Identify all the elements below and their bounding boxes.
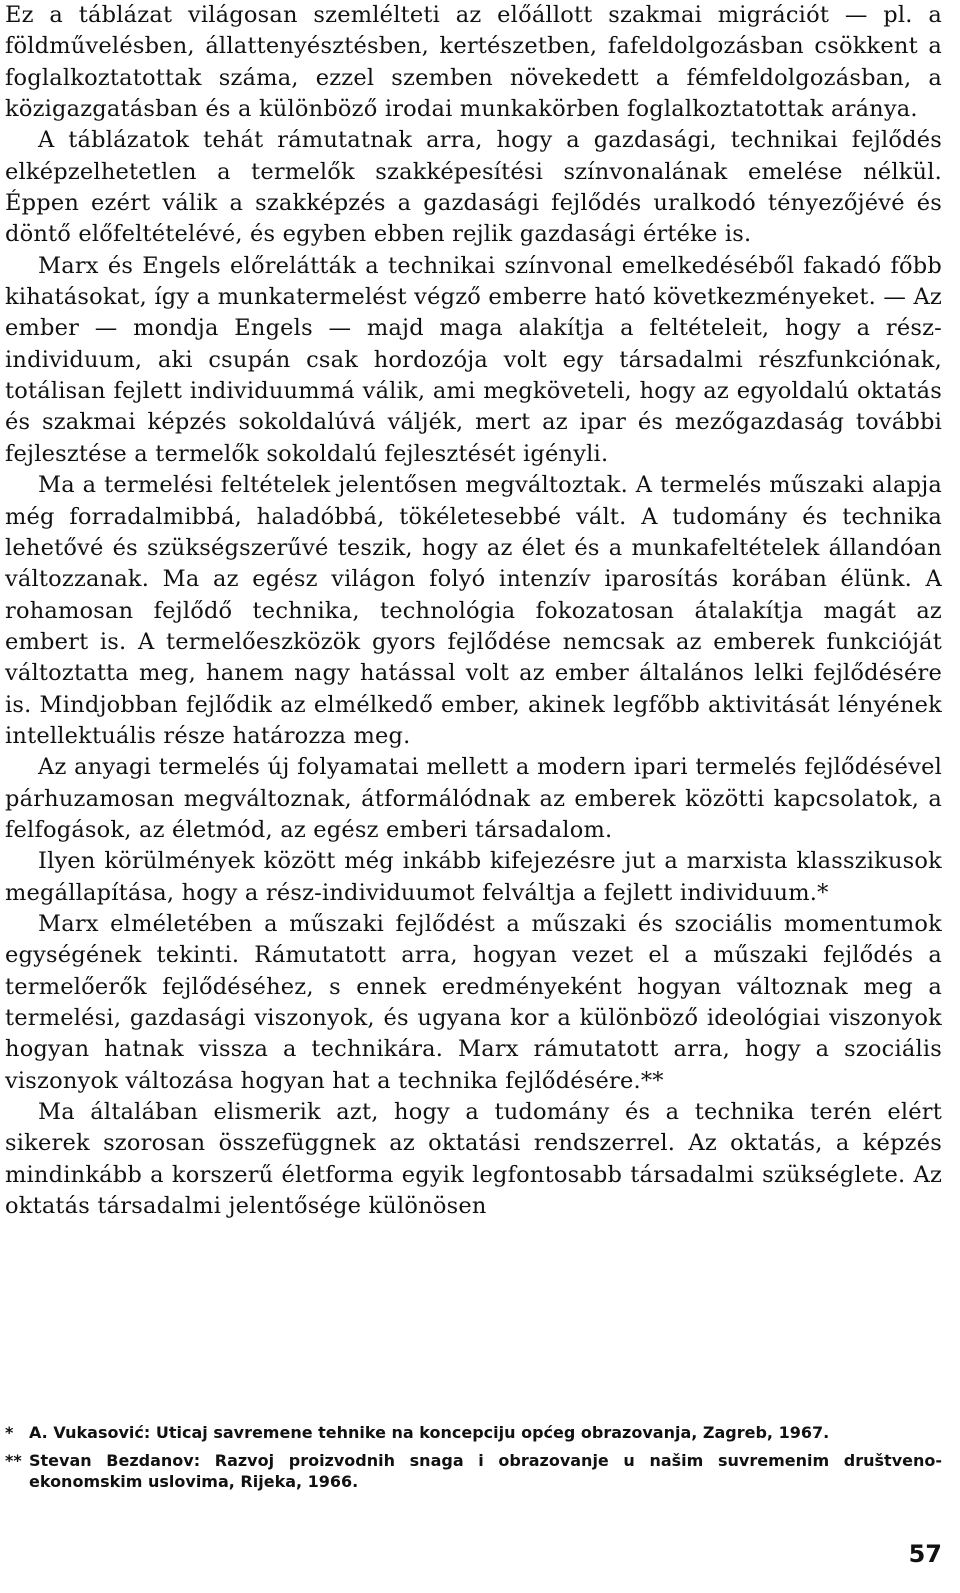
paragraph: Ma a termelési feltételek jelentősen megváltoztak. A termelés műszaki alapja még forradalmibbá, haladóbbá, tökéletesebbé vált. A tudomány és technika lehetővé és szükségszerűvé teszik, hogy az élet és a munkafeltételek állandóan változzanak. Ma az egész világon folyó intenzív iparosítás korában élünk. A rohamosan fejlődő technika, technológia fokozatosan átalakítja magát az embert is. A termelőeszközök gyors fejlődése nemcsak az emberek funkcióját változtatta meg, hanem nagy hatással volt az ember általános lelki fejlődésére is. Mindjobban fejlődik az elmélkedő ember, akinek legfőbb aktivitását lényének intellektuális része határozza meg.	[5, 472, 942, 749]
paragraph: Marx elméletében a műszaki fejlődést a műszaki és szociális momentumok egységének tekinti. Rámutatott arra, hogyan vezet el a műszaki fejlődés a termelőerők fejlődéséhez, s ennek eredményeként hogyan változnak meg a termelési, gazdasági viszonyok, és ugyana kor a különböző ideológiai viszonyok hogyan hatnak vissza a technikára. Marx rámutatott arra, hogy a szociális viszonyok változása hogyan hat a technika fejlődésére.**	[5, 910, 942, 1094]
footnote-text: Stevan Bezdanov: Razvoj proizvodnih snaga i obrazovanje u našim suvremenim društveno-ekonomskim uslovima, Rijeka, 1966.	[29, 1451, 942, 1491]
paragraph: Az anyagi termelés új folyamatai mellett a modern ipari termelés fejlődésével párhuzamosan megváltoznak, átformálódnak az emberek közötti kapcsolatok, a felfogások, az életmód, az egész emberi társadalom.	[5, 754, 942, 843]
paragraph: Ez a táblázat világosan szemlélteti az előállott szakmai migrációt — pl. a földművelésben, állattenyésztésben, kertészetben, fafeldolgozásban csökkent a foglalkoztatottak száma, ezzel szemben növekedett a fémfeldolgozásban, a közigazgatásban és a különböző irodai munkakörben foglalkoztatottak aránya.	[5, 2, 942, 123]
main-text	[5, 0, 942, 1222]
paragraph: Ma általában elismerik azt, hogy a tudomány és a technika terén elért sikerek szorosan összefüggnek az oktatási rendszerrel. Az oktatás, a képzés mindinkább a korszerű életforma egyik legfontosabb társadalmi szükséglete. Az oktatás társadalmi jelentősége különösen	[5, 1099, 942, 1220]
footnote	[5, 1450, 942, 1492]
paragraph: Ilyen körülmények között még inkább kifejezésre jut a marxista klasszikusok megállapítása, hogy a rész-individuumot felváltja a fejlett individuum.*	[5, 848, 942, 906]
paragraph: A táblázatok tehát rámutatnak arra, hogy a gazdasági, technikai fejlődés elképzelhetetlen a termelők szakképesítési színvonalának emelése nélkül. Éppen ezért válik a szakképzés a gazdasági fejlődés uralkodó tényezőjévé és döntő előfeltételévé, és egyben ebben rejlik gazdasági értéke is.	[5, 127, 942, 248]
paragraph: Marx és Engels előrelátták a technikai színvonal emelkedéséből fakadó főbb kihatásokat, így a munkatermelést végző emberre ható következményeket. — Az ember — mondja Engels — majd maga alakítja a feltételeit, hogy a rész-individuum, aki csupán csak hordozója volt egy társadalmi részfunkciónak, totálisan fejlett individuummá válik, ami megköveteli, hogy az egyoldalú oktatás és szakmai képzés sokoldalúvá váljék, mert az ipar és mezőgazdaság további fejlesztése a termelők sokoldalú fejlesztését igényli.	[5, 252, 942, 467]
page-number: 57	[908, 1540, 942, 1568]
footnote-marker: *	[5, 1423, 14, 1442]
footnote-text: A. Vukasović: Uticaj savremene tehnike na koncepciju općeg obrazovanja, Zagreb, 1967.	[29, 1423, 830, 1442]
footnote	[5, 1422, 942, 1443]
footnote-marker: **	[5, 1451, 22, 1470]
footnotes	[5, 1422, 942, 1499]
